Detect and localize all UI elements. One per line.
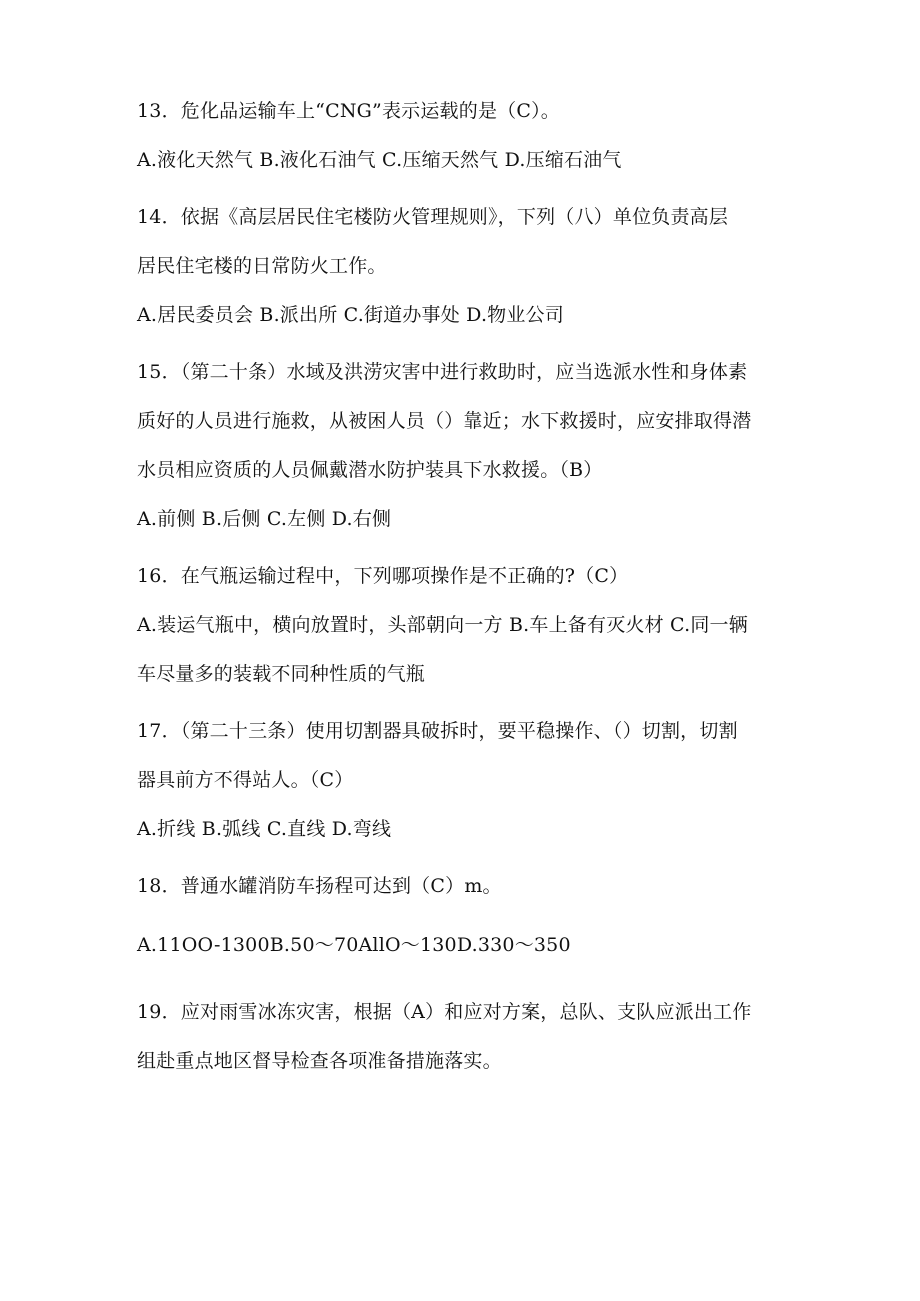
question-options-line: A.折线 B.弧线 C.直线 D.弯线 [137, 818, 392, 840]
question-stem-line: 19．应对雨雪冰冻灾害，根据（A）和应对方案，总队、支队应派出工作 [137, 1001, 752, 1023]
question-options-line: A.居民委员会 B.派出所 C.街道办事处 D.物业公司 [137, 304, 564, 326]
question-stem-line: 18．普通水罐消防车扬程可达到（C）m。 [137, 875, 502, 897]
question-17 [137, 712, 787, 849]
question-stem-line: 器具前方不得站人。（C） [137, 769, 354, 791]
question-stem-line: 水员相应资质的人员佩戴潜水防护装具下水救援。（B） [137, 459, 603, 481]
question-stem-line: 16．在气瓶运输过程中，下列哪项操作是不正确的?（C） [137, 565, 629, 587]
question-stem-line: 15．（第二十条）水域及洪涝灾害中进行救助时，应当选派水性和身体素 [137, 361, 748, 383]
question-options-line: A.装运气瓶中，横向放置时，头部朝向一方 B.车上备有灭火材 C.同一辆 [137, 614, 748, 636]
question-13 [137, 92, 787, 180]
question-14 [137, 198, 787, 335]
question-18 [137, 867, 787, 965]
question-list [137, 92, 787, 1081]
question-19 [137, 993, 787, 1081]
question-stem-line: 17．（第二十三条）使用切割器具破拆时，要平稳操作、（）切割，切割 [137, 720, 738, 742]
question-options-line: A.液化天然气 B.液化石油气 C.压缩天然气 D.压缩石油气 [137, 149, 622, 171]
question-options-line: 车尽量多的装载不同种性质的气瓶 [137, 663, 426, 685]
question-stem-line: 组赴重点地区督导检查各项准备措施落实。 [137, 1050, 502, 1072]
question-options-line: A.前侧 B.后侧 C.左侧 D.右侧 [137, 508, 392, 530]
question-stem-line: 质好的人员进行施救，从被困人员（）靠近；水下救援时，应安排取得潜 [137, 410, 752, 432]
question-16 [137, 557, 787, 694]
question-stem-line: 14．依据《高层居民住宅楼防火管理规则》，下列（八）单位负责高层 [137, 206, 729, 228]
question-stem-line: 13．危化品运输车上“CNG”表示运载的是（C）。 [137, 100, 560, 122]
question-options-line: A.11OO-1300B.50～70AllO～130D.330～350 [137, 934, 571, 956]
question-15 [137, 353, 787, 539]
question-stem-line: 居民住宅楼的日常防火工作。 [137, 255, 387, 277]
